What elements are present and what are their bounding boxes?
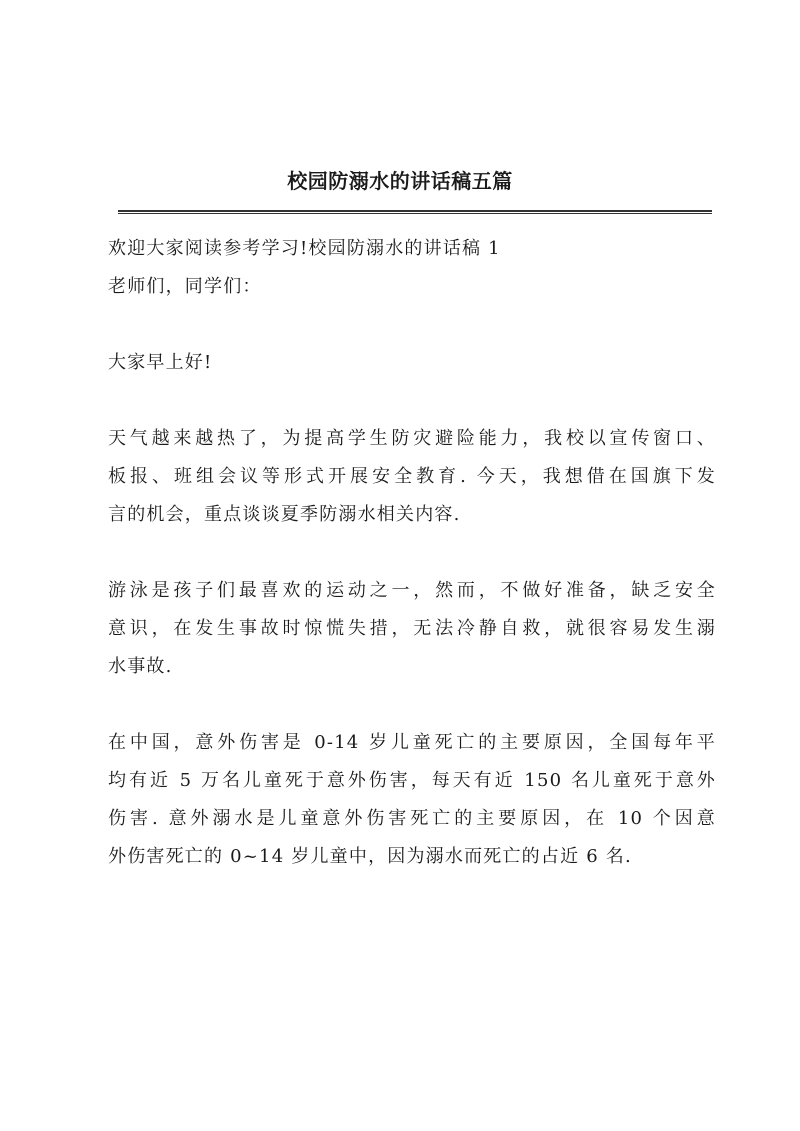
paragraph-line: 游泳是孩子们最喜欢的运动之一，然而，不做好准备，缺乏安全	[108, 580, 716, 601]
paragraph-line: 在中国，意外伤害是 0-14 岁儿童死亡的主要原因，全国每年平	[108, 732, 716, 753]
greeting: 大家早上好!	[108, 352, 213, 373]
intro-line: 欢迎大家阅读参考学习!校园防溺水的讲话稿 1	[108, 238, 501, 259]
document-body	[108, 230, 716, 914]
salutation: 老师们，同学们：	[108, 276, 262, 297]
paragraph-line: 言的机会，重点谈谈夏季防溺水相关内容.	[108, 504, 461, 525]
paragraph-2	[108, 572, 716, 686]
paragraph-line: 意识，在发生事故时惊慌失措，无法冷静自救，就很容易发生溺	[108, 618, 716, 639]
document-title: 校园防溺水的讲话稿五篇	[287, 169, 513, 193]
title-divider	[118, 210, 712, 214]
paragraph-line: 均有近 5 万名儿童死于意外伤害，每天有近 150 名儿童死于意外	[108, 770, 716, 791]
paragraph-line: 板报、班组会议等形式开展安全教育. 今天，我想借在国旗下发	[108, 466, 716, 487]
paragraph-line: 天气越来越热了，为提高学生防灾避险能力，我校以宣传窗口、	[108, 428, 716, 449]
paragraph-line: 外伤害死亡的 0~14 岁儿童中，因为溺水而死亡的占近 6 名.	[108, 846, 632, 867]
paragraph-3	[108, 724, 716, 876]
paragraph-line: 伤害. 意外溺水是儿童意外伤害死亡的主要原因，在 10 个因意	[108, 808, 716, 829]
paragraph-line: 水事故.	[108, 656, 173, 677]
paragraph-1	[108, 420, 716, 534]
